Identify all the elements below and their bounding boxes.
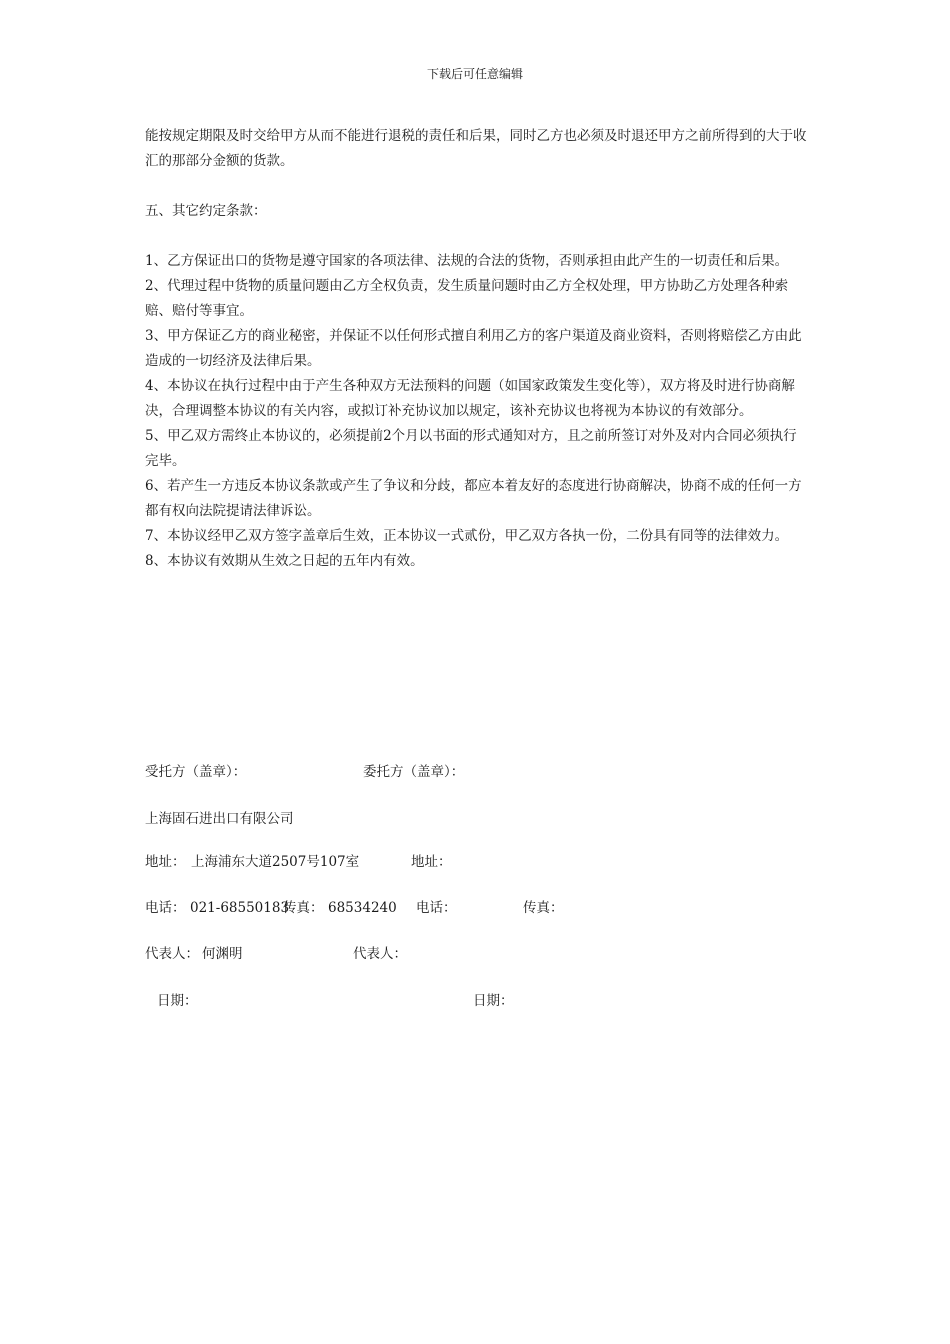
page-header: 下载后可任意编辑	[426, 67, 523, 81]
clause-item: 8、本协议有效期从生效之日起的五年内有效。	[145, 553, 424, 569]
clause-item: 6、若产生一方违反本协议条款或产生了争议和分歧，都应本着友好的态度进行协商解决，协商不成的任何一方都有权向法院提请法律诉讼。	[145, 478, 802, 519]
date-label-right: 日期：	[473, 993, 514, 1009]
representative-label-left: 代表人：	[145, 946, 199, 962]
clause-item: 7、本协议经甲乙双方签字盖章后生效，正本协议一式贰份，甲乙双方各执一份，二份具有同等的法律效力。	[145, 528, 789, 544]
clause-item: 2、代理过程中货物的质量问题由乙方全权负责，发生质量问题时由乙方全权处理，甲方协助乙方处理各种索赔、赔付等事宜。	[145, 278, 789, 319]
representative-label-right: 代表人：	[353, 946, 407, 962]
address-label-left: 地址：	[145, 854, 186, 870]
clause-item: 4、本协议在执行过程中由于产生各种双方无法预料的问题（如国家政策发生变化等），双方将及时进行协商解决，合理调整本协议的有关内容，或拟订补充协议加以规定，该补充协议也将视为本协议的有效部分。	[145, 378, 795, 419]
clause-list	[145, 249, 810, 574]
date-label-left: 日期：	[157, 993, 198, 1009]
company-name: 上海固石进出口有限公司	[145, 811, 294, 827]
clause-item: 3、甲方保证乙方的商业秘密，并保证不以任何形式擅自利用乙方的客户渠道及商业资料，否则将赔偿乙方由此造成的一切经济及法律后果。	[145, 328, 802, 369]
intro-paragraph: 能按规定期限及时交给甲方从而不能进行退税的责任和后果，同时乙方也必须及时退还甲方之前所得到的大于收汇的那部分金额的货款。	[145, 128, 807, 169]
representative-value: 何渊明	[202, 946, 243, 962]
address-value: 上海浦东大道2507号107室	[191, 854, 360, 870]
trustee-seal-label: 受托方（盖章）：	[145, 764, 247, 780]
clause-item: 1、乙方保证出口的货物是遵守国家的各项法律、法规的合法的货物，否则承担由此产生的一切责任和后果。	[145, 253, 789, 269]
fax-value: 68534240	[328, 900, 397, 916]
client-seal-label: 委托方（盖章）：	[363, 764, 465, 780]
phone-value: 021-68550183	[190, 900, 290, 916]
fax-label-right: 传真：	[523, 900, 564, 916]
address-label-right: 地址：	[411, 854, 452, 870]
spacer	[145, 174, 810, 199]
clause-item: 5、甲乙双方需终止本协议的，必须提前2个月以书面的形式通知对方，且之前所签订对外及对内合同必须执行完毕。	[145, 428, 797, 469]
phone-label-right: 电话：	[416, 900, 457, 916]
document-body	[145, 124, 810, 574]
fax-label-left: 传真：	[283, 900, 324, 916]
spacer	[145, 224, 810, 249]
phone-label-left: 电话：	[145, 900, 186, 916]
section-title: 五、其它约定条款：	[145, 203, 267, 219]
